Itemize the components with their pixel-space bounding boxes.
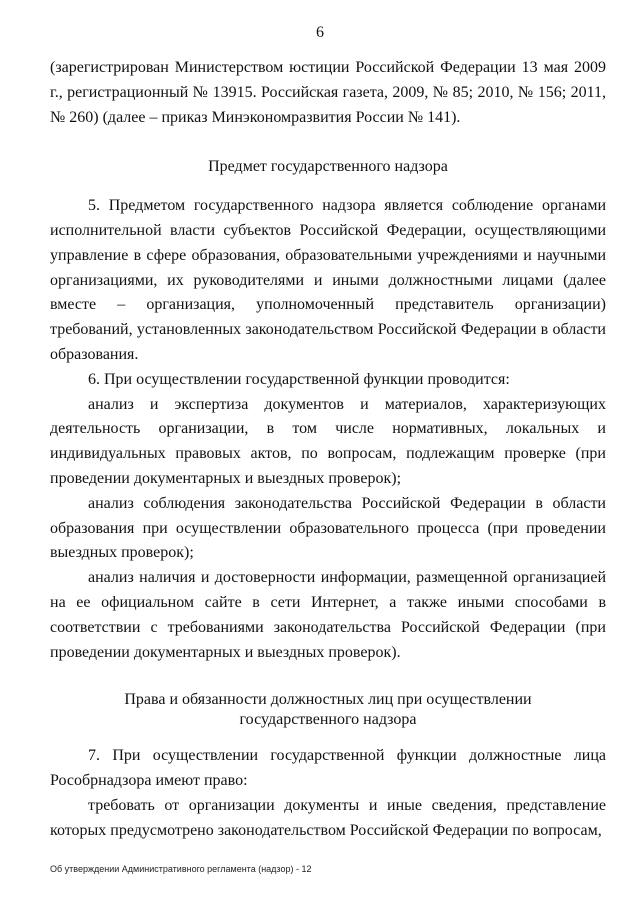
section-heading-rights: [50, 690, 606, 730]
paragraph-5: 5. Предметом государственного надзора является соблюдение органами исполнительной власти субъектов Российской Федерации, осуществляющими управление в сфере образования, образовательными учреждениями и научными организациями, их руководителями и иными должностными лицами (далее вместе – организация, уполномоченный представитель организации) требований, установленных законодательством Российской Федерации в области образования.: [50, 197, 606, 363]
page-number: 6: [316, 24, 324, 41]
list-item-require-documents: требовать от организации документы и иные сведения, представление которых предусмотрено законодательством Российской Федерации по вопросам,: [50, 796, 606, 839]
paragraph-6: 6. При осуществлении государственной функции проводится:: [88, 370, 510, 388]
section-heading-rights-line2: государственного надзора: [239, 711, 417, 729]
page-footer: Об утверждении Административного регламента (надзор) - 12: [50, 864, 312, 874]
list-item-document-analysis: анализ и экспертиза документов и материалов, характеризующих деятельность организации, в том числе нормативных, локальных и индивидуальных правовых актов, по вопросам, подлежащим проверке (при проведении документарных и выездных проверок);: [50, 395, 606, 487]
list-item-website-info: анализ наличия и достоверности информации, размещенной организацией на ее официальном сайте в сети Интернет, а также иными способами в соответствии с требованиями законодательства Российской Федерации (при проведении документарных и выездных проверок).: [50, 569, 606, 661]
section-heading-subject: Предмет государственного надзора: [208, 158, 448, 176]
paragraph-7: 7. При осуществлении государственной функции должностные лица Рособрнадзора имеют право:: [50, 747, 606, 790]
intro-paragraph: (зарегистрирован Министерством юстиции Российской Федерации 13 мая 2009 г., регистрационный № 13915. Российская газета, 2009, № 85; 2010, № 156; 2011, № 260) (далее – приказ Минэкономразвития России № 141).: [50, 59, 606, 126]
section-heading-rights-line1: Права и обязанности должностных лиц при осуществлении: [124, 691, 532, 709]
document-body: [50, 56, 606, 844]
list-item-law-compliance: анализ соблюдения законодательства Российской Федерации в области образования при осуществлении образовательного процесса (при проведении выездных проверок);: [50, 494, 606, 562]
